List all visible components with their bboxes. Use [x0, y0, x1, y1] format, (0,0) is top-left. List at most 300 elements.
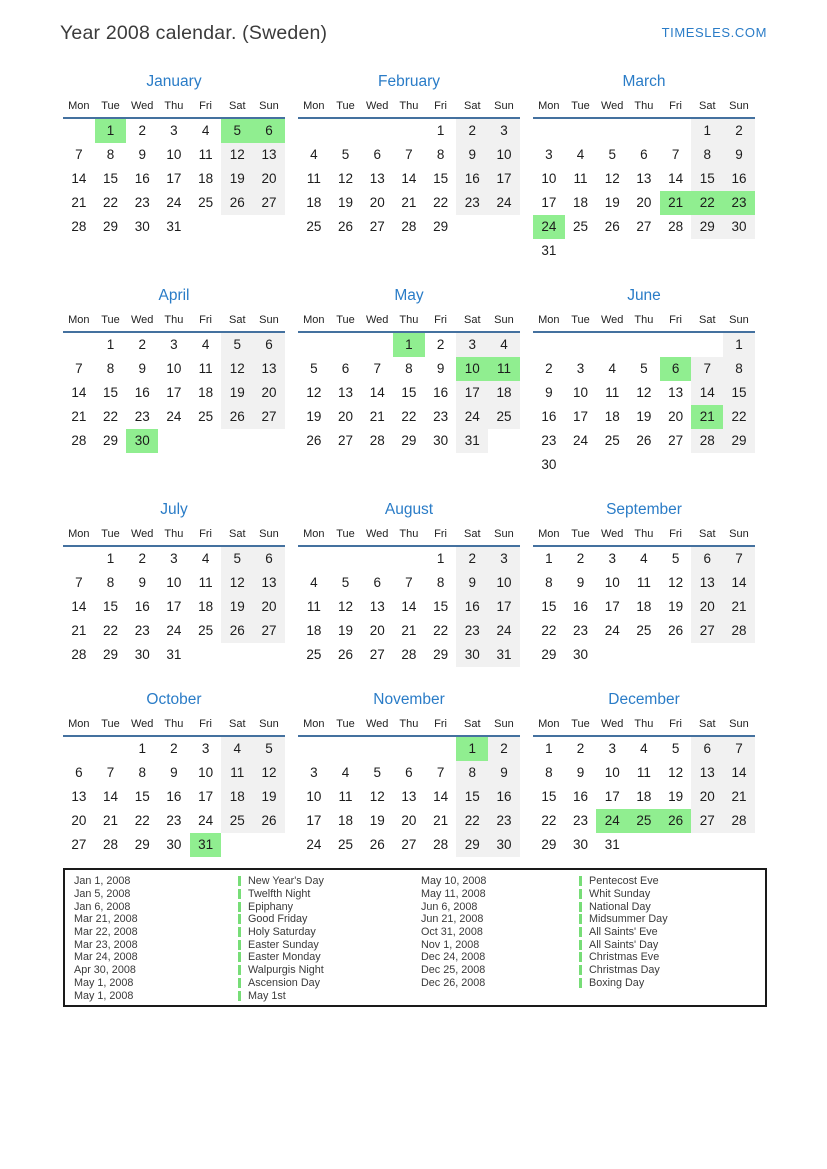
month-title: December [608, 691, 680, 708]
day-cell: 1 [138, 741, 146, 756]
day-cell [596, 119, 628, 143]
day-cell [253, 833, 285, 857]
weekday-label: Wed [601, 718, 624, 730]
legend-column-left [74, 875, 324, 1002]
week-row [63, 381, 285, 405]
day-cell: 28 [433, 837, 449, 852]
legend-row [74, 989, 324, 1002]
day-cell: 27 [338, 433, 354, 448]
weekday-label: Mon [303, 528, 325, 540]
day-cell: 11 [306, 171, 321, 186]
day-cell: 3 [488, 119, 520, 143]
weekday-header-row [533, 312, 755, 328]
legend-row [74, 900, 324, 913]
day-cell: 27 [636, 219, 652, 234]
week-row [533, 239, 755, 263]
day-cell [221, 429, 253, 453]
weekday-label: Fri [199, 718, 212, 730]
day-cell: 17 [166, 171, 182, 186]
holiday-marker-icon [579, 876, 582, 886]
weekday-label: Thu [634, 100, 654, 112]
legend-date: Mar 24, 2008 [74, 951, 138, 964]
day-cell: 12 [369, 789, 385, 804]
day-cell: 1 [436, 551, 445, 566]
day-cell: 10 [198, 765, 214, 780]
day-cell: 8 [691, 143, 723, 167]
day-cell: 12 [253, 761, 285, 785]
day-cell: 24 [573, 433, 589, 448]
day-cell [691, 453, 723, 477]
month-title: October [146, 691, 202, 708]
day-cell: 15 [723, 381, 755, 405]
weekday-label: Wed [366, 528, 389, 540]
day-cell: 27 [253, 191, 285, 215]
day-cell: 7 [436, 765, 445, 780]
day-cell: 6 [253, 547, 285, 571]
day-cell: 9 [545, 385, 553, 400]
day-cell: 12 [221, 357, 253, 381]
weekday-label: Wed [366, 314, 389, 326]
legend-date: Apr 30, 2008 [74, 964, 136, 977]
day-cell: 12 [338, 599, 354, 614]
day-cell: 4 [221, 737, 253, 761]
week-row [63, 571, 285, 595]
day-cell: 10 [166, 147, 182, 162]
day-cell: 9 [170, 765, 178, 780]
day-cell: 21 [71, 409, 87, 424]
day-cell: 19 [668, 599, 684, 614]
day-cell: 10 [541, 171, 557, 186]
holiday-marker-icon [238, 914, 241, 924]
weekday-header-row [298, 526, 520, 542]
day-cell: 20 [691, 595, 723, 619]
day-cell: 15 [103, 385, 119, 400]
legend-holiday-name: New Year's Day [248, 875, 324, 888]
day-cell: 23 [134, 409, 150, 424]
weekday-label: Sat [464, 528, 481, 540]
day-cell: 1 [723, 333, 755, 357]
day-cell: 20 [636, 195, 652, 210]
day-cell: 12 [668, 575, 684, 590]
day-cell: 8 [456, 761, 488, 785]
legend-holiday-name: Whit Sunday [589, 888, 651, 901]
day-cell: 17 [604, 599, 620, 614]
day-cell: 4 [201, 551, 210, 566]
day-cell [628, 453, 660, 477]
day-cell: 26 [306, 433, 322, 448]
day-cell: 26 [253, 809, 285, 833]
week-row [63, 833, 285, 857]
day-cell: 18 [338, 813, 354, 828]
day-cell: 25 [198, 195, 214, 210]
day-cell: 9 [456, 143, 488, 167]
day-cell [298, 119, 330, 143]
week-row [533, 643, 755, 667]
week-row [298, 167, 520, 191]
day-cell: 29 [134, 837, 150, 852]
day-cell: 30 [488, 833, 520, 857]
weekday-label: Sun [494, 718, 514, 730]
day-cell: 3 [608, 741, 616, 756]
day-cell: 10 [166, 361, 182, 376]
weekday-header-row [533, 526, 755, 542]
day-cell: 7 [671, 147, 680, 162]
weekday-label: Wed [131, 100, 154, 112]
day-cell [691, 333, 723, 357]
day-cell: 21 [433, 813, 449, 828]
day-cell: 26 [338, 647, 354, 662]
day-cell: 10 [573, 385, 589, 400]
day-cell: 23 [456, 619, 488, 643]
day-cell [628, 643, 660, 667]
day-cell: 20 [691, 785, 723, 809]
day-cell [95, 737, 127, 761]
day-cell [253, 643, 285, 667]
day-cell: 16 [573, 599, 589, 614]
day-cell: 2 [138, 337, 146, 352]
day-cell [298, 547, 330, 571]
weekday-label: Wed [366, 100, 389, 112]
week-row [533, 547, 755, 571]
weekday-label: Sat [699, 528, 716, 540]
legend-row [74, 875, 324, 888]
weekday-label: Thu [399, 528, 419, 540]
week-row [298, 547, 520, 571]
weekday-label: Fri [434, 718, 447, 730]
day-cell: 8 [545, 765, 553, 780]
day-cell: 9 [456, 571, 488, 595]
day-cell: 1 [545, 741, 553, 756]
day-cell: 2 [576, 741, 585, 756]
day-cell: 14 [723, 571, 755, 595]
legend-holiday-name: Easter Sunday [248, 938, 319, 951]
day-cell: 19 [221, 381, 253, 405]
month-november [298, 689, 520, 857]
day-cell: 26 [338, 219, 354, 234]
day-cell-holiday: 30 [126, 429, 158, 453]
day-cell: 30 [456, 643, 488, 667]
day-cell [63, 119, 95, 143]
day-cell [361, 737, 393, 761]
day-cell: 9 [576, 575, 585, 590]
week-row [63, 761, 285, 785]
weekday-label: Tue [101, 100, 120, 112]
day-cell [596, 333, 628, 357]
weekday-header-row [63, 98, 285, 114]
day-cell: 18 [198, 171, 214, 186]
day-cell: 20 [71, 813, 87, 828]
weekday-label: Mon [538, 100, 560, 112]
day-cell: 30 [166, 837, 182, 852]
day-cell [190, 429, 222, 453]
day-cell: 17 [604, 789, 620, 804]
month-april [63, 285, 285, 453]
weekday-label: Sat [699, 100, 716, 112]
day-cell-holiday: 22 [691, 191, 723, 215]
day-cell: 26 [668, 623, 684, 638]
weekday-label: Mon [538, 718, 560, 730]
legend-date: May 1, 2008 [74, 989, 134, 1002]
day-cell-holiday: 11 [488, 357, 520, 381]
weekday-label: Thu [399, 314, 419, 326]
week-row [298, 333, 520, 357]
day-cell [456, 215, 488, 239]
day-cell-holiday: 23 [723, 191, 755, 215]
week-row [533, 785, 755, 809]
weekday-label: Mon [68, 314, 90, 326]
day-cell: 26 [369, 837, 385, 852]
day-cell: 17 [166, 385, 182, 400]
legend-holiday-name: Ascension Day [248, 976, 321, 989]
day-cell-holiday: 24 [596, 809, 628, 833]
day-cell [393, 119, 425, 143]
week-row [298, 643, 520, 667]
day-cell: 19 [369, 813, 385, 828]
weekday-label: Sun [259, 718, 279, 730]
day-cell: 16 [456, 595, 488, 619]
weekday-header-row [298, 716, 520, 732]
weekday-label: Thu [164, 528, 184, 540]
legend-date: Dec 24, 2008 [421, 951, 486, 964]
weekday-label: Mon [303, 718, 325, 730]
legend-row [421, 888, 668, 901]
day-cell: 23 [541, 433, 557, 448]
week-row [533, 167, 755, 191]
week-row [298, 405, 520, 429]
month-title: April [158, 287, 190, 304]
day-cell [660, 239, 692, 263]
month-title: February [377, 73, 441, 90]
week-row [298, 381, 520, 405]
day-cell-holiday: 1 [95, 119, 127, 143]
day-cell: 23 [456, 191, 488, 215]
day-cell: 23 [488, 809, 520, 833]
day-cell: 9 [488, 761, 520, 785]
day-cell: 2 [138, 123, 146, 138]
weekday-label: Fri [199, 100, 212, 112]
legend-date: Dec 26, 2008 [421, 976, 486, 989]
day-cell [253, 215, 285, 239]
day-cell: 7 [373, 361, 381, 376]
day-cell [723, 833, 755, 857]
day-cell [565, 333, 597, 357]
day-cell: 6 [373, 575, 381, 590]
day-cell [393, 547, 425, 571]
holiday-marker-icon [579, 940, 582, 950]
day-cell: 25 [604, 433, 620, 448]
day-cell: 15 [401, 385, 417, 400]
site-link[interactable]: TIMESLES.COM [661, 25, 767, 40]
day-cell: 28 [401, 647, 417, 662]
day-cell: 28 [668, 219, 684, 234]
day-cell: 11 [605, 385, 620, 400]
day-cell: 3 [576, 361, 585, 376]
day-cell [628, 833, 660, 857]
month-october [63, 689, 285, 857]
legend-row [421, 964, 668, 977]
day-cell [221, 833, 253, 857]
day-cell: 10 [306, 789, 322, 804]
day-cell: 16 [488, 785, 520, 809]
legend-date: Dec 25, 2008 [421, 964, 486, 977]
day-cell: 21 [401, 195, 417, 210]
day-cell: 22 [433, 623, 449, 638]
day-cell: 29 [691, 215, 723, 239]
weekday-label: Tue [571, 314, 590, 326]
day-cell: 25 [306, 647, 322, 662]
weekday-label: Sat [229, 718, 246, 730]
day-cell: 27 [401, 837, 417, 852]
weekday-label: Fri [669, 100, 682, 112]
day-cell: 8 [106, 147, 115, 162]
day-cell: 13 [71, 789, 87, 804]
day-cell: 11 [636, 575, 651, 590]
day-cell: 3 [170, 123, 178, 138]
day-cell: 24 [456, 405, 488, 429]
day-cell: 19 [604, 195, 620, 210]
day-cell [533, 333, 565, 357]
day-cell: 19 [636, 409, 652, 424]
legend-row [74, 926, 324, 939]
holiday-marker-icon [238, 902, 241, 912]
weekday-label: Sun [494, 528, 514, 540]
day-cell: 21 [401, 623, 417, 638]
day-cell: 5 [310, 361, 318, 376]
weekday-label: Mon [303, 100, 325, 112]
day-cell: 29 [541, 837, 557, 852]
day-cell: 26 [604, 219, 620, 234]
day-cell: 4 [640, 551, 648, 566]
weekday-label: Fri [669, 314, 682, 326]
holiday-marker-icon [579, 978, 582, 988]
day-cell: 2 [170, 741, 178, 756]
day-cell: 31 [166, 219, 182, 234]
legend-holiday-name: Holy Saturday [248, 926, 316, 939]
day-cell: 9 [138, 575, 146, 590]
holiday-marker-icon [579, 902, 582, 912]
day-cell: 8 [106, 575, 115, 590]
day-cell: 6 [691, 547, 723, 571]
day-cell: 11 [198, 147, 213, 162]
weekday-header-row [298, 312, 520, 328]
day-cell: 6 [640, 147, 648, 162]
day-cell: 29 [456, 833, 488, 857]
day-cell-holiday: 5 [221, 119, 253, 143]
week-row [298, 429, 520, 453]
weekday-label: Sat [464, 100, 481, 112]
day-cell: 20 [253, 167, 285, 191]
weekday-label: Mon [68, 528, 90, 540]
weekday-label: Fri [669, 718, 682, 730]
weekday-label: Fri [669, 528, 682, 540]
week-row [298, 357, 520, 381]
day-cell: 9 [723, 143, 755, 167]
weekday-label: Thu [164, 314, 184, 326]
day-cell: 7 [75, 147, 83, 162]
day-cell: 2 [436, 337, 445, 352]
legend-date: Mar 21, 2008 [74, 913, 138, 926]
day-cell: 11 [573, 171, 588, 186]
day-cell: 17 [166, 599, 182, 614]
legend-date: Jun 21, 2008 [421, 913, 484, 926]
week-row [533, 333, 755, 357]
day-cell: 28 [723, 809, 755, 833]
day-cell: 13 [401, 789, 417, 804]
day-cell: 19 [253, 785, 285, 809]
day-cell: 30 [723, 215, 755, 239]
day-cell [393, 737, 425, 761]
day-cell: 31 [456, 429, 488, 453]
month-title: November [373, 691, 445, 708]
day-cell: 11 [338, 789, 353, 804]
day-cell: 18 [221, 785, 253, 809]
day-cell: 28 [691, 429, 723, 453]
week-row [298, 833, 520, 857]
day-cell: 3 [608, 551, 616, 566]
legend-holiday-name: All Saints' Eve [589, 926, 658, 939]
legend-row [74, 977, 324, 990]
holiday-legend [63, 868, 767, 1007]
day-cell: 18 [636, 789, 652, 804]
day-cell: 17 [488, 595, 520, 619]
day-cell: 10 [488, 571, 520, 595]
day-cell: 8 [436, 575, 445, 590]
day-cell: 10 [604, 575, 620, 590]
week-row [533, 429, 755, 453]
day-cell: 25 [221, 809, 253, 833]
weekday-label: Tue [336, 314, 355, 326]
day-cell: 4 [341, 765, 350, 780]
holiday-marker-icon [238, 876, 241, 886]
day-cell: 17 [456, 381, 488, 405]
weekday-label: Thu [164, 718, 184, 730]
weekday-label: Mon [68, 100, 90, 112]
month-title: January [146, 73, 202, 90]
day-cell: 22 [134, 813, 150, 828]
day-cell [628, 119, 660, 143]
holiday-marker-icon [579, 952, 582, 962]
weekday-label: Fri [199, 528, 212, 540]
weekday-label: Tue [336, 718, 355, 730]
day-cell: 4 [608, 361, 616, 376]
day-cell: 16 [456, 167, 488, 191]
weekday-label: Tue [571, 100, 590, 112]
day-cell: 13 [338, 385, 354, 400]
week-row [533, 215, 755, 239]
month-title: September [606, 501, 682, 518]
day-cell: 2 [576, 551, 585, 566]
week-row [533, 737, 755, 761]
weekday-label: Fri [434, 528, 447, 540]
day-cell: 18 [488, 381, 520, 405]
week-row [63, 595, 285, 619]
legend-row [74, 951, 324, 964]
legend-holiday-name: Christmas Day [589, 964, 660, 977]
month-title: May [394, 287, 424, 304]
day-cell: 3 [545, 147, 553, 162]
day-cell: 16 [134, 385, 150, 400]
day-cell: 15 [541, 789, 557, 804]
legend-date: Jan 6, 2008 [74, 900, 131, 913]
day-cell [221, 215, 253, 239]
week-row [63, 191, 285, 215]
day-cell: 25 [338, 837, 354, 852]
day-cell: 12 [668, 765, 684, 780]
legend-row [421, 951, 668, 964]
weekday-label: Sun [494, 314, 514, 326]
day-cell: 16 [134, 599, 150, 614]
day-cell: 24 [198, 813, 214, 828]
